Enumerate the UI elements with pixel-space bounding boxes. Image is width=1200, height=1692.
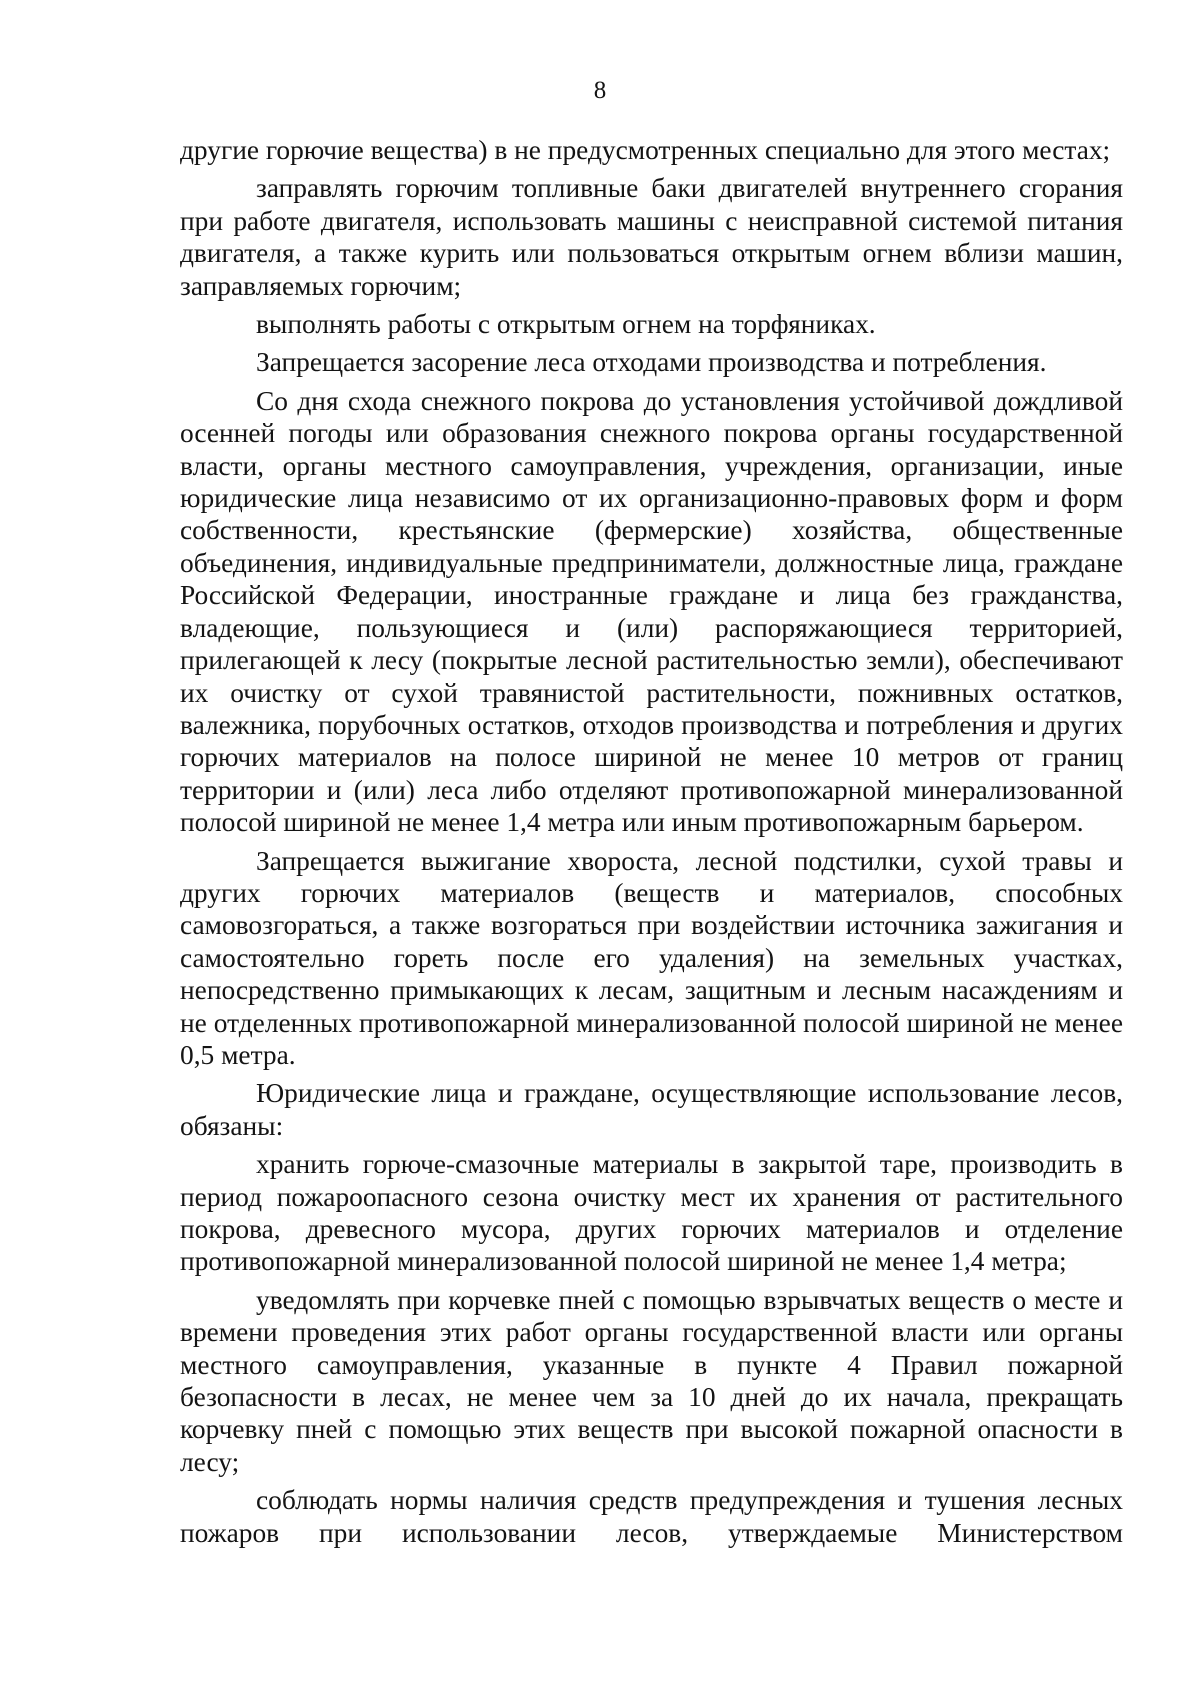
paragraph-firefighting-norms: соблюдать нормы наличия средств предупреждения и тушения лесных пожаров при использовании лесов, утверждаемые Министерством bbox=[180, 1485, 1123, 1548]
paragraph-fuel-storage-rule: хранить горюче-смазочные материалы в закрытой таре, производить в период пожароопасного сезона очистку мест их хранения от растительного покрова, древесного мусора, других горючих материалов и отделение противопожарной минерализованной полосой шириной не менее 1,4 метра; bbox=[180, 1149, 1123, 1277]
page-number: 8 bbox=[593, 77, 607, 104]
paragraph-littering-ban: Запрещается засорение леса отходами производства и потребления. bbox=[256, 347, 1047, 378]
paragraph-continuation: другие горючие вещества) в не предусмотренных специально для этого местах; bbox=[180, 135, 1111, 165]
paragraph-peat-work-rule: выполнять работы с открытым огнем на торфяниках. bbox=[256, 309, 876, 340]
paragraph-stump-removal-notice: уведомлять при корчевке пней с помощью взрывчатых веществ о месте и времени проведения этих работ органы государственной власти или органы местного самоуправления, указанные в пункте 4 Правил пожарной безопасности в лесах, не менее чем за 10 дней до их начала, прекращать корчевку пней с помощью этих веществ при высокой пожарной опасности в лесу; bbox=[180, 1284, 1123, 1477]
paragraph-burning-ban: Запрещается выжигание хвороста, лесной подстилки, сухой травы и других горючих материалов (веществ и материалов, способных самовозгораться, а также возгораться при воздействии источника зажигания и самостоятельно гореть после его удаления) на земельных участках, непосредственно примыкающих к лесам, защитным и лесным насаждениям и не отделенных противопожарной минерализованной полосой шириной не менее 0,5 метра. bbox=[180, 845, 1123, 1070]
paragraph-refueling-rule: заправлять горючим топливные баки двигателей внутреннего сгорания при работе двигателя, использовать машины с неисправной системой питания двигателя, а также курить или пользоваться открытым огнем вблизи машин, заправляемых горючим; bbox=[180, 173, 1123, 301]
document-body bbox=[180, 134, 1123, 1549]
paragraph-territory-clearing: Со дня схода снежного покрова до установления устойчивой дождливой осенней погоды или образования снежного покрова органы государственной власти, органы местного самоуправления, учреждения, организации, иные юридические лица независимо от их организационно-правовых форм и форм собственности, крестьянские (фермерские) хозяйства, общественные объединения, индивидуальные предприниматели, должностные лица, граждане Российской Федерации, иностранные граждане и лица без гражданства, владеющие, пользующиеся и (или) распоряжающиеся территорией, прилегающей к лесу (покрытые лесной растительностью земли), обеспечивают их очистку от сухой травянистой растительности, пожнивных остатков, валежника, порубочных остатков, отходов производства и потребления и других горючих материалов на полосе шириной не менее 10 метров от границ территории и (или) леса либо отделяют противопожарной минерализованной полосой шириной не менее 1,4 метра или иным противопожарным барьером. bbox=[180, 385, 1123, 838]
paragraph-forest-users-obligations: Юридические лица и граждане, осуществляющие использование лесов, обязаны: bbox=[180, 1078, 1123, 1141]
